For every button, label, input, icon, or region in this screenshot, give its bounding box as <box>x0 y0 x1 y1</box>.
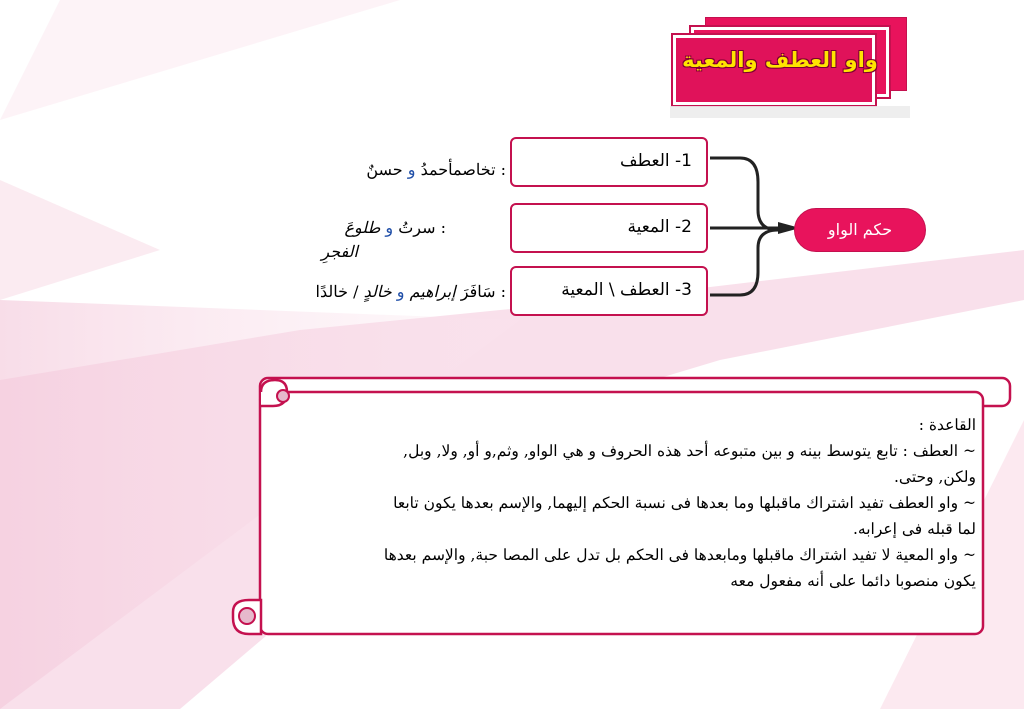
example-maiyya-prefix: : سرتُ <box>398 218 446 237</box>
branch-atf-maiyya-label: 3- العطف \ المعية <box>561 280 692 300</box>
rule-line-1: ~ العطف : تابع يتوسط بينه و بين متبوعه أحد هذه الحروف و هي الواو, وثم,و أو, ولا, وبل, <box>403 442 976 460</box>
branch-atf <box>510 137 708 187</box>
example-atf-maiyya <box>270 282 506 301</box>
rule-heading: القاعدة : <box>918 416 976 434</box>
branch-maiyya <box>510 203 708 253</box>
example-maiyya <box>300 218 446 237</box>
example-atf-prefix: : تخاصم <box>453 160 506 179</box>
rule-line-5: ~ واو المعية لا تفيد اشتراك ماقبلها ومابعدها فى الحكم بل تدل على المصا حبة, والإسم بعدها <box>383 546 976 564</box>
branch-atf-maiyya <box>510 266 708 316</box>
root-node-label: حكم الواو <box>827 220 893 239</box>
example-atf-maiyya-word3: خالدًا <box>315 282 349 301</box>
rule-text <box>262 412 976 594</box>
example-atf-maiyya-word1: إبراهيم <box>409 282 456 301</box>
example-maiyya-word3: الفجرِ <box>321 242 358 261</box>
rule-line-4: لما قبله فى إعرابه. <box>852 520 976 538</box>
rule-line-6: يكون منصوبا دائما على أنه مفعول معه <box>730 572 976 590</box>
example-atf <box>310 160 506 179</box>
example-atf-word2: حسنٌ <box>366 160 403 179</box>
example-atf-maiyya-prefix: : سَافَرَ <box>460 282 506 301</box>
example-maiyya-waw: و <box>385 218 394 237</box>
example-atf-maiyya-separator: / <box>353 282 359 301</box>
root-node <box>794 208 926 252</box>
branch-maiyya-label: 2- المعية <box>627 217 692 237</box>
example-atf-waw: و <box>407 160 416 179</box>
rule-line-2: ولكن, وحتى. <box>893 468 976 486</box>
page-title: واو العطف والمعية <box>682 48 878 72</box>
example-maiyya-word2: طلوعَ <box>344 218 381 237</box>
branch-atf-label: 1- العطف <box>619 151 692 171</box>
example-maiyya-line2 <box>300 242 358 261</box>
example-atf-word1: أحمدُ <box>420 160 454 179</box>
rule-line-3: ~ واو العطف تفيد اشتراك ماقبلها وما بعدها فى نسبة الحكم إليهما, والإسم بعدها يكون تابعا <box>393 494 976 512</box>
example-atf-maiyya-word2: خالدٍ <box>363 282 392 301</box>
example-atf-maiyya-waw: و <box>396 282 405 301</box>
